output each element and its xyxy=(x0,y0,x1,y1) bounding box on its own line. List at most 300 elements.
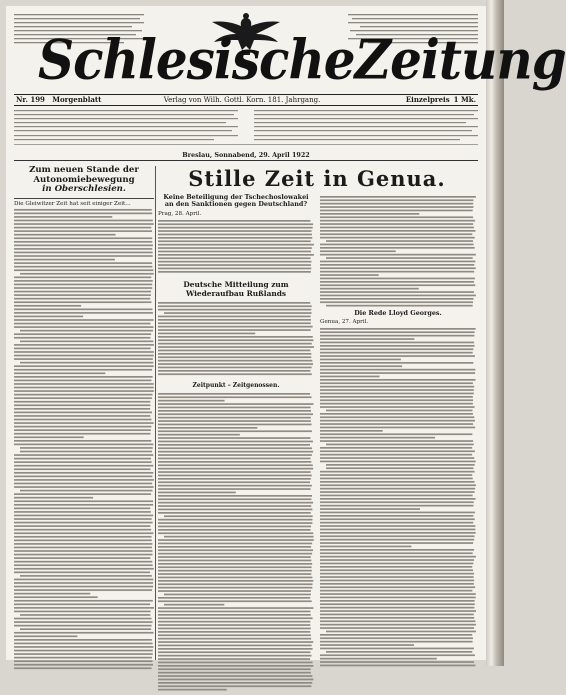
text-line xyxy=(320,345,475,347)
text-line xyxy=(158,420,311,422)
text-line xyxy=(320,634,472,636)
text-line xyxy=(320,206,473,208)
text-line xyxy=(158,427,257,429)
sub-lede-right: Genua, 27. April. xyxy=(320,319,369,326)
text-line xyxy=(320,665,475,667)
text-line xyxy=(158,648,313,650)
text-line xyxy=(14,291,151,293)
text-line xyxy=(14,398,152,400)
sub-headline-zeitpunkt: Zeitpunkt – Zeitgenossen. xyxy=(192,381,280,389)
text-line xyxy=(158,610,310,612)
text-line xyxy=(158,685,311,687)
text-line xyxy=(14,284,152,286)
text-line xyxy=(320,498,476,500)
text-line xyxy=(158,349,310,351)
text-line xyxy=(14,223,154,225)
text-line xyxy=(320,491,475,493)
text-line xyxy=(14,234,116,236)
text-line xyxy=(320,539,474,541)
text-line xyxy=(158,440,313,442)
text-line xyxy=(164,515,313,517)
text-line xyxy=(14,533,153,535)
text-line xyxy=(320,366,402,368)
text-line xyxy=(320,338,414,340)
text-line xyxy=(158,353,311,355)
sub-lede-left: Prag, 28. April. xyxy=(158,210,202,217)
text-line xyxy=(158,573,311,575)
text-line xyxy=(158,247,312,249)
text-line xyxy=(320,430,383,432)
text-line xyxy=(320,261,475,263)
text-line xyxy=(158,529,311,531)
text-line xyxy=(326,631,476,633)
text-line xyxy=(320,495,473,497)
text-line xyxy=(164,535,314,537)
text-line xyxy=(158,413,313,415)
text-line xyxy=(14,344,154,346)
text-line xyxy=(320,604,475,606)
text-line xyxy=(158,617,313,619)
text-line xyxy=(14,540,152,542)
text-line xyxy=(14,305,81,307)
text-line xyxy=(14,632,154,634)
text-line xyxy=(320,553,473,555)
text-line xyxy=(14,366,154,368)
text-line xyxy=(158,671,311,673)
text-line xyxy=(14,266,152,268)
text-line xyxy=(320,420,475,422)
text-line xyxy=(14,472,153,474)
text-line xyxy=(158,556,311,558)
sub-body-right-2 xyxy=(320,326,476,666)
text-line xyxy=(14,309,152,311)
text-line xyxy=(320,355,475,357)
main-headline: Stille Zeit in Genua. xyxy=(188,166,446,191)
left-article-body xyxy=(14,207,154,671)
text-line xyxy=(14,351,154,353)
text-line xyxy=(14,369,152,371)
text-line xyxy=(320,624,476,626)
text-line xyxy=(320,271,474,273)
text-line xyxy=(320,454,472,456)
text-line xyxy=(14,483,152,485)
text-line xyxy=(158,474,312,476)
text-line xyxy=(320,451,475,453)
text-line xyxy=(14,611,151,613)
text-line xyxy=(164,593,311,595)
publisher-line: Verlag von Wilh. Gottl. Korn. 181. Jahrgang. xyxy=(163,96,321,104)
text-line xyxy=(158,597,310,599)
main-subcolumn-left xyxy=(158,194,314,695)
text-line xyxy=(14,650,153,652)
text-line xyxy=(14,376,153,378)
text-line xyxy=(158,549,313,551)
masthead-title xyxy=(38,24,566,92)
text-line xyxy=(320,607,474,609)
text-line xyxy=(14,618,152,620)
text-line xyxy=(158,250,311,252)
text-line xyxy=(320,461,476,463)
text-line xyxy=(14,316,83,318)
text-line xyxy=(158,607,313,609)
text-line xyxy=(158,569,312,571)
text-line xyxy=(14,636,77,638)
text-line xyxy=(158,590,311,592)
text-line xyxy=(20,451,152,453)
text-line xyxy=(14,508,150,510)
text-line xyxy=(14,643,153,645)
text-line xyxy=(158,366,312,368)
text-line xyxy=(320,369,475,371)
text-line xyxy=(14,213,152,215)
text-line xyxy=(158,406,311,408)
text-line xyxy=(14,287,152,289)
masthead-title-left: Schlesische xyxy=(38,27,355,92)
text-line xyxy=(158,399,225,401)
text-line xyxy=(158,532,313,534)
text-line xyxy=(14,600,153,602)
text-line xyxy=(158,478,311,480)
text-line xyxy=(320,512,475,514)
left-article-lede: Die Gleiwitzer Zeit hat seit einiger Zeit... xyxy=(14,200,131,207)
text-line xyxy=(320,403,473,405)
text-line xyxy=(158,356,311,358)
text-line xyxy=(320,522,473,524)
text-line xyxy=(14,668,152,670)
text-line xyxy=(320,471,475,473)
text-line xyxy=(14,444,153,446)
text-line xyxy=(20,330,153,332)
text-line xyxy=(14,511,151,513)
text-line xyxy=(158,447,312,449)
text-line xyxy=(158,488,311,490)
text-line xyxy=(320,566,472,568)
text-line xyxy=(158,329,311,331)
text-line xyxy=(158,393,310,395)
text-line xyxy=(320,264,474,266)
text-line xyxy=(158,620,310,622)
text-line xyxy=(14,625,152,627)
text-line xyxy=(320,196,476,198)
text-line xyxy=(158,454,312,456)
text-line xyxy=(320,362,473,364)
text-line xyxy=(320,529,475,531)
text-line xyxy=(320,342,474,344)
text-line xyxy=(320,549,474,551)
text-line xyxy=(320,244,474,246)
text-line xyxy=(320,573,474,575)
text-line xyxy=(158,644,312,646)
text-line xyxy=(158,637,311,639)
text-line xyxy=(320,393,474,395)
text-line xyxy=(158,226,313,228)
text-line xyxy=(320,447,472,449)
text-line xyxy=(14,522,153,524)
text-line xyxy=(14,536,152,538)
text-line xyxy=(320,349,473,351)
text-line xyxy=(158,233,312,235)
text-line xyxy=(158,614,311,616)
text-line xyxy=(158,678,313,680)
text-line xyxy=(158,332,255,334)
text-line xyxy=(320,536,474,538)
text-line xyxy=(14,458,151,460)
text-line xyxy=(320,389,474,391)
text-line xyxy=(158,437,310,439)
dateline: Breslau, Sonnabend, 29. April 1922 xyxy=(14,150,478,161)
text-line xyxy=(320,597,476,599)
text-line xyxy=(158,423,312,425)
text-line xyxy=(158,220,310,222)
text-line xyxy=(14,423,154,425)
text-line xyxy=(14,359,153,361)
text-line xyxy=(320,223,473,225)
text-line xyxy=(320,563,473,565)
text-line xyxy=(14,568,154,570)
text-line xyxy=(320,587,475,589)
text-line xyxy=(158,461,311,463)
masthead-title-right: Zeitung xyxy=(354,27,566,92)
text-line xyxy=(14,579,153,581)
text-line xyxy=(14,501,153,503)
binding-edge xyxy=(486,0,504,666)
text-line xyxy=(14,209,152,211)
text-line xyxy=(14,263,152,265)
text-line xyxy=(158,481,310,483)
text-line xyxy=(326,240,473,242)
text-line xyxy=(14,383,154,385)
text-line xyxy=(14,373,105,375)
text-line xyxy=(320,281,474,283)
text-line xyxy=(14,302,151,304)
text-line xyxy=(20,447,153,449)
text-line xyxy=(14,437,84,439)
text-line xyxy=(158,641,313,643)
text-line xyxy=(20,490,152,492)
text-line xyxy=(320,372,475,374)
text-line xyxy=(320,383,473,385)
text-line xyxy=(158,600,312,602)
text-line xyxy=(320,406,475,408)
text-line xyxy=(158,651,310,653)
text-line xyxy=(326,410,472,412)
text-line xyxy=(158,675,312,677)
subscription-notices xyxy=(14,108,478,148)
text-line xyxy=(14,323,151,325)
text-line xyxy=(320,400,473,402)
text-line xyxy=(14,405,150,407)
text-line xyxy=(158,237,312,239)
text-line xyxy=(14,430,151,432)
text-line xyxy=(158,576,312,578)
text-line xyxy=(14,661,153,663)
text-line xyxy=(14,337,151,339)
text-line xyxy=(320,301,473,303)
text-line xyxy=(320,546,411,548)
text-line xyxy=(158,322,311,324)
text-line xyxy=(320,230,476,232)
text-line xyxy=(320,396,473,398)
text-line xyxy=(14,593,90,595)
text-line xyxy=(158,467,313,469)
text-line xyxy=(158,484,312,486)
text-line xyxy=(14,355,154,357)
text-line xyxy=(14,582,153,584)
text-line xyxy=(14,565,153,567)
text-line xyxy=(14,334,151,336)
text-line xyxy=(158,539,314,541)
text-line xyxy=(158,305,312,307)
issue-number: Nr. 199 xyxy=(16,95,45,104)
text-line xyxy=(158,512,311,514)
text-line xyxy=(158,661,313,663)
text-line xyxy=(320,274,379,276)
text-line xyxy=(158,508,312,510)
text-line xyxy=(320,559,474,561)
text-line xyxy=(320,481,475,483)
text-line xyxy=(320,614,474,616)
text-line xyxy=(320,532,476,534)
text-line xyxy=(320,638,473,640)
text-line xyxy=(320,427,475,429)
text-line xyxy=(158,363,313,365)
text-line xyxy=(14,270,153,272)
text-line xyxy=(158,498,311,500)
text-line xyxy=(320,199,473,201)
text-line xyxy=(158,444,310,446)
text-line xyxy=(14,476,152,478)
text-line xyxy=(320,583,474,585)
text-line xyxy=(14,426,151,428)
text-line xyxy=(14,657,152,659)
text-line xyxy=(14,433,150,435)
text-line xyxy=(158,491,236,493)
text-line xyxy=(326,257,473,259)
text-line xyxy=(164,312,312,314)
text-line xyxy=(158,559,311,561)
text-line xyxy=(158,254,314,256)
text-line xyxy=(158,346,314,348)
text-line xyxy=(158,586,312,588)
text-line xyxy=(14,252,153,254)
section-headline: Deutsche Mitteilung zum Wiederaufbau Rußlands xyxy=(183,279,289,298)
sub-body-left-2 xyxy=(158,300,314,376)
text-line xyxy=(158,433,240,435)
text-line xyxy=(14,227,151,229)
text-line xyxy=(320,220,475,222)
text-line xyxy=(158,580,313,582)
text-line xyxy=(158,416,311,418)
text-line xyxy=(320,284,475,286)
text-line xyxy=(320,519,475,521)
text-line xyxy=(14,554,152,556)
text-line xyxy=(158,688,227,690)
text-line xyxy=(158,450,313,452)
text-line xyxy=(158,240,311,242)
text-line xyxy=(14,415,150,417)
newspaper-page xyxy=(6,6,566,660)
text-line xyxy=(320,525,475,527)
text-line xyxy=(158,471,311,473)
text-line xyxy=(158,457,310,459)
text-line xyxy=(158,682,312,684)
left-article xyxy=(14,166,154,660)
text-line xyxy=(320,254,476,256)
text-line xyxy=(320,610,476,612)
text-line xyxy=(14,479,154,481)
sub-headline-right: Die Rede Lloyd Georges. xyxy=(354,309,442,317)
text-line xyxy=(158,267,311,269)
text-line xyxy=(320,335,474,337)
text-line xyxy=(158,552,312,554)
text-line xyxy=(14,465,153,467)
text-line xyxy=(320,298,474,300)
text-line xyxy=(158,501,313,503)
text-line xyxy=(326,444,474,446)
text-line xyxy=(158,302,310,304)
text-line xyxy=(158,430,312,432)
text-line xyxy=(158,319,311,321)
text-line xyxy=(14,455,153,457)
text-line xyxy=(14,561,152,563)
text-line xyxy=(320,250,396,252)
text-line xyxy=(14,391,154,393)
text-line xyxy=(320,413,473,415)
text-line xyxy=(320,655,475,657)
text-line xyxy=(158,336,313,338)
text-line xyxy=(320,515,473,517)
text-line xyxy=(14,469,150,471)
text-line xyxy=(320,617,474,619)
text-line xyxy=(20,341,153,343)
text-line xyxy=(158,624,310,626)
text-line xyxy=(158,396,312,398)
sub-body-left-1 xyxy=(158,218,314,274)
text-line xyxy=(320,203,473,205)
text-line xyxy=(320,417,474,419)
text-line xyxy=(320,488,475,490)
text-line xyxy=(320,644,414,646)
text-line xyxy=(320,542,473,544)
text-line xyxy=(14,408,150,410)
text-line xyxy=(14,529,151,531)
text-line xyxy=(14,622,153,624)
text-line xyxy=(320,437,435,439)
text-line xyxy=(14,348,151,350)
text-line xyxy=(320,328,476,330)
text-line xyxy=(158,627,311,629)
main-subcolumn-right xyxy=(320,194,476,695)
text-line xyxy=(158,505,311,507)
text-line xyxy=(320,386,474,388)
text-line xyxy=(320,505,473,507)
text-line xyxy=(320,216,473,218)
text-line xyxy=(14,550,152,552)
divider xyxy=(14,198,154,199)
text-line xyxy=(14,497,93,499)
text-line xyxy=(158,518,312,520)
text-line xyxy=(320,621,475,623)
text-line xyxy=(158,230,312,232)
text-line xyxy=(320,332,475,334)
text-line xyxy=(14,646,153,648)
text-line xyxy=(320,593,476,595)
text-line xyxy=(320,247,475,249)
text-line xyxy=(320,213,419,215)
text-line xyxy=(14,380,151,382)
text-line xyxy=(14,280,153,282)
text-line xyxy=(320,352,473,354)
